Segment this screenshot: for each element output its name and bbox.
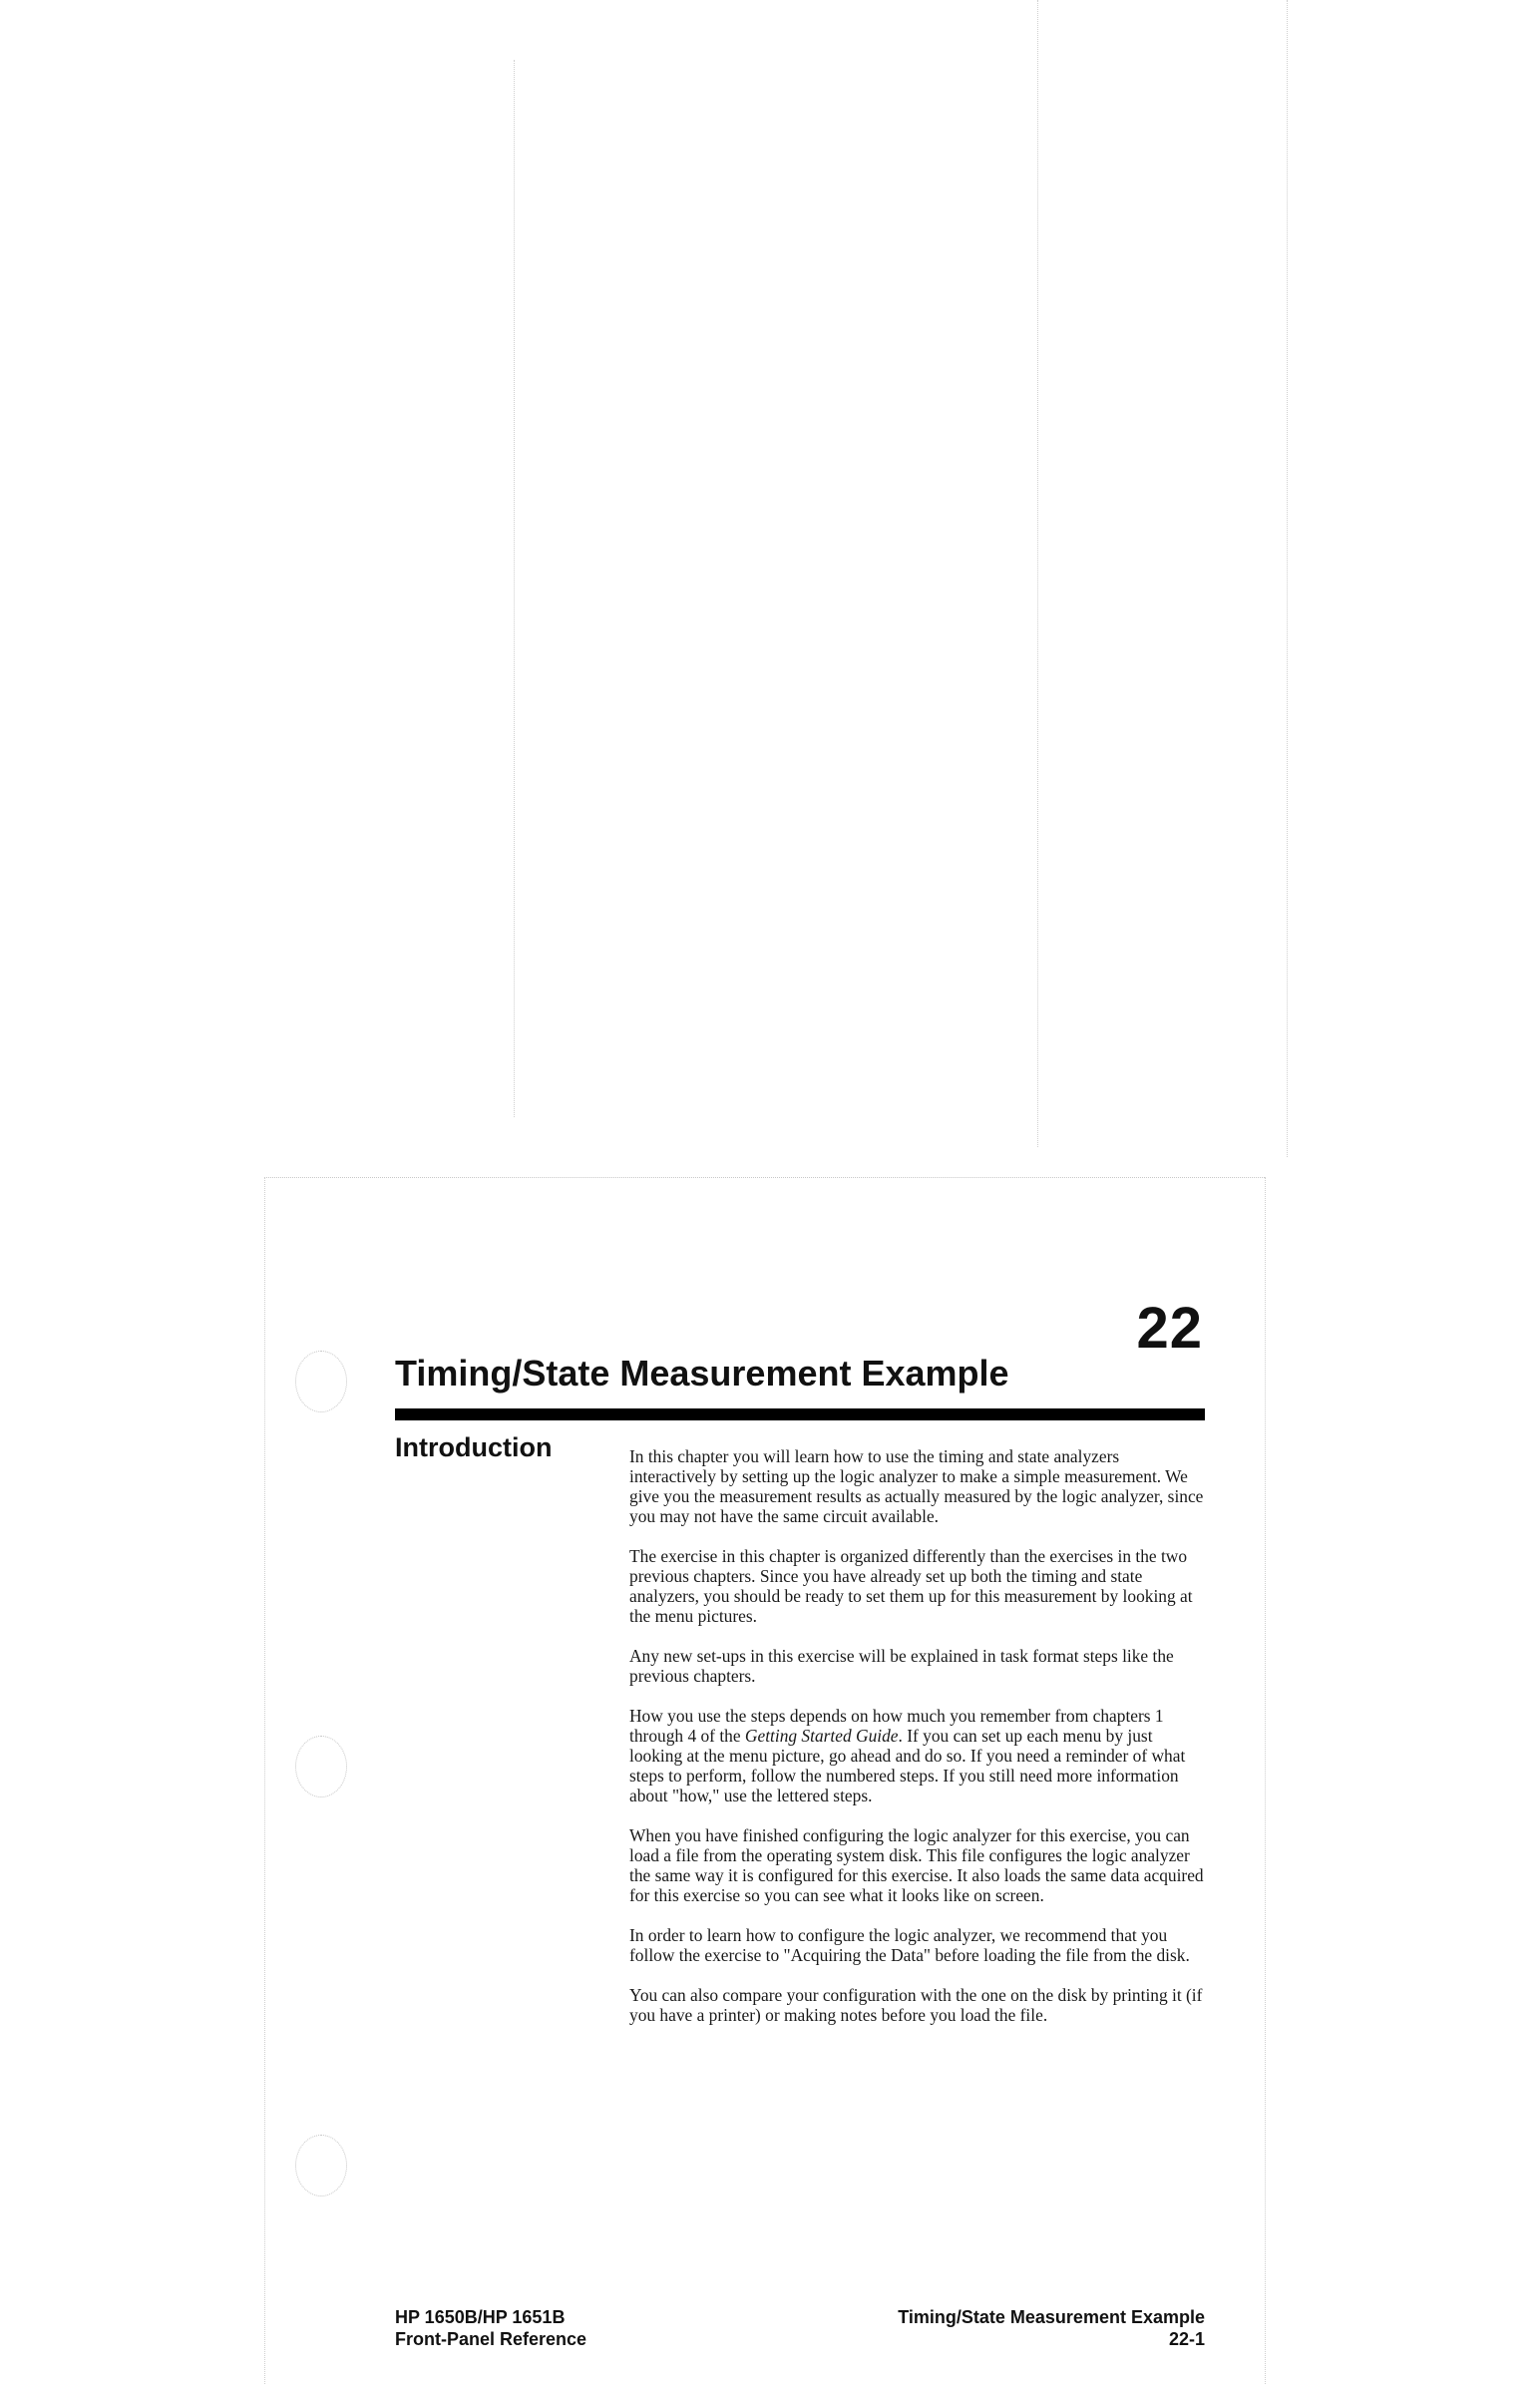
paragraph: You can also compare your configuration with the one on the disk by printing it (if you have a printer) or making notes before you load the file. bbox=[629, 1985, 1203, 2025]
scan-artifact-line bbox=[264, 1177, 265, 2384]
paragraph: When you have finished configuring the logic analyzer for this exercise, you can load a file from the operating system disk. This file configures the logic analyzer the same way it is configured for this exercise. It also loads the same data acquired for this exercise so you can see what it looks like on screen. bbox=[629, 1825, 1204, 1905]
scan-artifact-line bbox=[1265, 1177, 1266, 2384]
paragraph: How you use the steps depends on how much you remember from chapters 1 through 4 of the Getting Started Guide. If you can set up each menu by just looking at the menu picture, go ahead and do so. If you need a reminder of what steps to perform, follow the numbered steps. If you still need more information about "how," use the lettered steps. bbox=[629, 1706, 1186, 1805]
body-text bbox=[629, 1446, 1208, 2045]
punch-hole-mark bbox=[295, 1351, 347, 1412]
paragraph: The exercise in this chapter is organized differently than the exercises in the two previous chapters. Since you have already set up both the timing and state analyzers, you should be ready to set them up for this measurement by looking at the menu pictures. bbox=[629, 1546, 1193, 1626]
page-number: 22-1 bbox=[1168, 2329, 1205, 2349]
footer-product: HP 1650B/HP 1651B bbox=[395, 2307, 566, 2327]
scan-artifact-line bbox=[264, 1177, 1265, 1178]
footer-right bbox=[818, 2306, 1205, 2350]
footer-chapter-title: Timing/State Measurement Example bbox=[898, 2307, 1205, 2327]
section-heading: Introduction bbox=[395, 1432, 553, 1462]
book-title-emphasis: Getting Started Guide bbox=[744, 1726, 899, 1746]
scan-artifact-line bbox=[1287, 0, 1288, 1157]
footer-left bbox=[395, 2306, 586, 2350]
title-rule bbox=[395, 1408, 1205, 1420]
scan-artifact-line bbox=[1037, 0, 1038, 1147]
chapter-number: 22 bbox=[1136, 1296, 1203, 1361]
scan-artifact-line bbox=[514, 60, 515, 1117]
footer-manual: Front-Panel Reference bbox=[395, 2329, 587, 2349]
paragraph: In order to learn how to configure the logic analyzer, we recommend that you follow the exercise to "Acquiring the Data" before loading the file from the disk. bbox=[629, 1925, 1190, 1965]
paragraph: Any new set-ups in this exercise will be explained in task format steps like the previous chapters. bbox=[629, 1646, 1174, 1686]
paragraph: In this chapter you will learn how to use the timing and state analyzers interactively by setting up the logic analyzer to make a simple measurement. We give you the measurement results as actually measured by the logic analyzer, since you may not have the same circuit available. bbox=[629, 1446, 1204, 1526]
punch-hole-mark bbox=[295, 1736, 347, 1797]
chapter-title: Timing/State Measurement Example bbox=[395, 1353, 1009, 1394]
punch-hole-mark bbox=[295, 2135, 347, 2196]
